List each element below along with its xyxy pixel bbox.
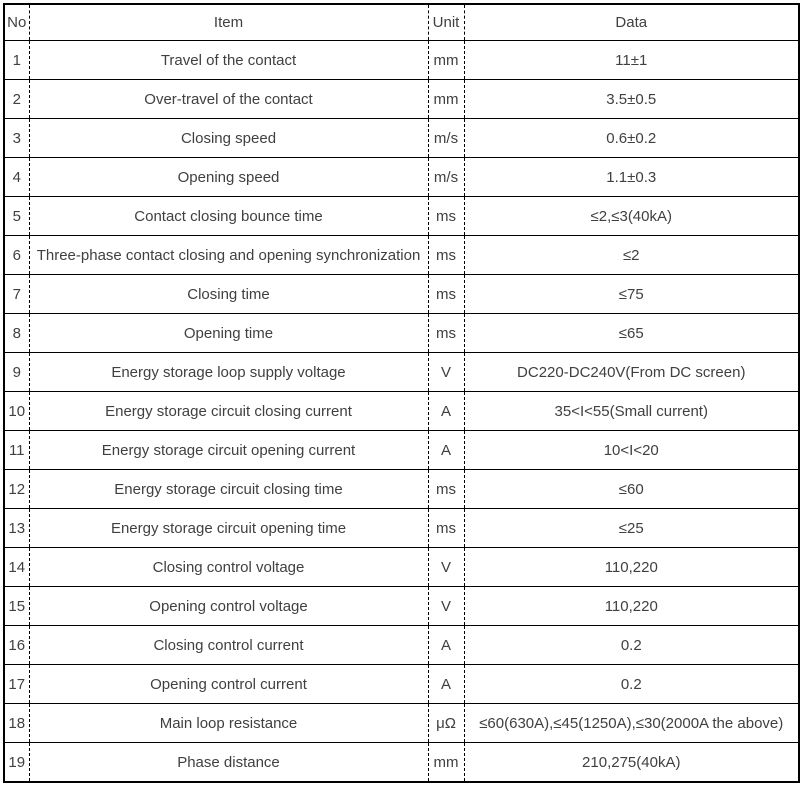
row-number-cell: 14 (4, 548, 29, 587)
table-row (4, 236, 799, 275)
data-cell: 0.6±0.2 (464, 119, 799, 158)
data-cell: 10<I<20 (464, 431, 799, 470)
unit-cell: m/s (428, 158, 464, 197)
table-row (4, 548, 799, 587)
unit-cell: V (428, 353, 464, 392)
unit-cell: ms (428, 314, 464, 353)
data-cell: ≤60 (464, 470, 799, 509)
unit-cell: V (428, 548, 464, 587)
data-cell: 11±1 (464, 41, 799, 80)
data-cell: ≤2,≤3(40kA) (464, 197, 799, 236)
item-cell: Opening control current (29, 665, 428, 704)
item-cell: Opening speed (29, 158, 428, 197)
data-cell: DC220-DC240V(From DC screen) (464, 353, 799, 392)
row-number-cell: 6 (4, 236, 29, 275)
unit-cell: ms (428, 509, 464, 548)
row-number-cell: 10 (4, 392, 29, 431)
data-cell: ≤60(630A),≤45(1250A),≤30(2000A the above) (464, 704, 799, 743)
data-cell: 0.2 (464, 626, 799, 665)
row-number-cell: 16 (4, 626, 29, 665)
table-row (4, 314, 799, 353)
table-row (4, 353, 799, 392)
data-cell: 110,220 (464, 587, 799, 626)
unit-cell: A (428, 665, 464, 704)
unit-cell: ms (428, 470, 464, 509)
unit-cell: mm (428, 743, 464, 783)
row-number-cell: 13 (4, 509, 29, 548)
item-cell: Main loop resistance (29, 704, 428, 743)
item-cell: Closing speed (29, 119, 428, 158)
table-body (4, 41, 799, 783)
unit-cell: μΩ (428, 704, 464, 743)
unit-cell: m/s (428, 119, 464, 158)
table-row (4, 470, 799, 509)
row-number-cell: 5 (4, 197, 29, 236)
item-cell: Contact closing bounce time (29, 197, 428, 236)
header-unit: Unit (428, 4, 464, 41)
table-row (4, 431, 799, 470)
item-cell: Energy storage circuit opening time (29, 509, 428, 548)
data-cell: 1.1±0.3 (464, 158, 799, 197)
table-header (4, 4, 799, 41)
data-cell: ≤75 (464, 275, 799, 314)
header-row (4, 4, 799, 41)
unit-cell: A (428, 431, 464, 470)
data-cell: 0.2 (464, 665, 799, 704)
spec-table (3, 3, 800, 783)
unit-cell: ms (428, 236, 464, 275)
row-number-cell: 19 (4, 743, 29, 783)
item-cell: Energy storage circuit closing current (29, 392, 428, 431)
item-cell: Over-travel of the contact (29, 80, 428, 119)
header-data: Data (464, 4, 799, 41)
item-cell: Energy storage circuit opening current (29, 431, 428, 470)
row-number-cell: 12 (4, 470, 29, 509)
table-row (4, 197, 799, 236)
unit-cell: ms (428, 275, 464, 314)
table-row (4, 158, 799, 197)
unit-cell: mm (428, 80, 464, 119)
item-cell: Opening time (29, 314, 428, 353)
data-cell: ≤2 (464, 236, 799, 275)
row-number-cell: 17 (4, 665, 29, 704)
data-cell: 110,220 (464, 548, 799, 587)
table-row (4, 743, 799, 783)
data-cell: 3.5±0.5 (464, 80, 799, 119)
table-row (4, 80, 799, 119)
item-cell: Three-phase contact closing and opening synchronization (29, 236, 428, 275)
row-number-cell: 15 (4, 587, 29, 626)
table-row (4, 392, 799, 431)
table-row (4, 665, 799, 704)
table-row (4, 587, 799, 626)
row-number-cell: 9 (4, 353, 29, 392)
item-cell: Closing time (29, 275, 428, 314)
unit-cell: mm (428, 41, 464, 80)
row-number-cell: 11 (4, 431, 29, 470)
table-row (4, 119, 799, 158)
item-cell: Closing control current (29, 626, 428, 665)
unit-cell: A (428, 392, 464, 431)
row-number-cell: 18 (4, 704, 29, 743)
unit-cell: ms (428, 197, 464, 236)
row-number-cell: 4 (4, 158, 29, 197)
row-number-cell: 3 (4, 119, 29, 158)
header-no: No (4, 4, 29, 41)
row-number-cell: 8 (4, 314, 29, 353)
item-cell: Opening control voltage (29, 587, 428, 626)
row-number-cell: 1 (4, 41, 29, 80)
header-item: Item (29, 4, 428, 41)
item-cell: Closing control voltage (29, 548, 428, 587)
item-cell: Energy storage circuit closing time (29, 470, 428, 509)
item-cell: Energy storage loop supply voltage (29, 353, 428, 392)
item-cell: Phase distance (29, 743, 428, 783)
table-row (4, 509, 799, 548)
row-number-cell: 2 (4, 80, 29, 119)
table-row (4, 275, 799, 314)
table-row (4, 41, 799, 80)
table-row (4, 704, 799, 743)
table-row (4, 626, 799, 665)
unit-cell: V (428, 587, 464, 626)
data-cell: 35<I<55(Small current) (464, 392, 799, 431)
data-cell: 210,275(40kA) (464, 743, 799, 783)
data-cell: ≤65 (464, 314, 799, 353)
data-cell: ≤25 (464, 509, 799, 548)
row-number-cell: 7 (4, 275, 29, 314)
unit-cell: A (428, 626, 464, 665)
item-cell: Travel of the contact (29, 41, 428, 80)
